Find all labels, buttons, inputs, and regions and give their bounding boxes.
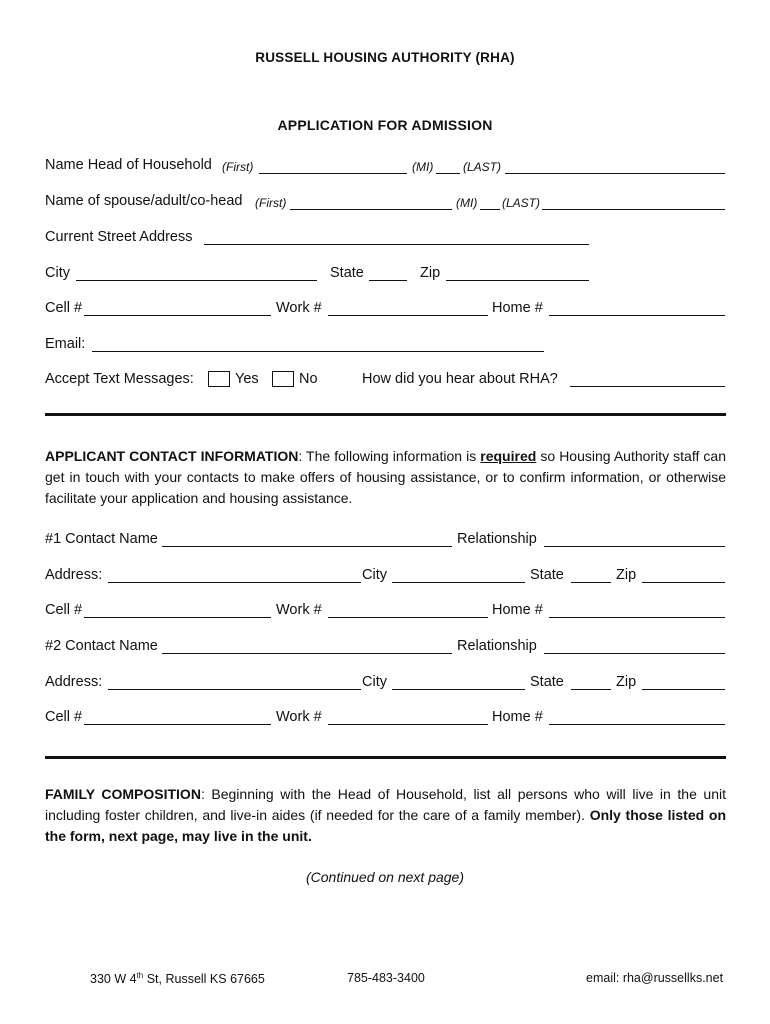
street-field[interactable] (204, 244, 589, 245)
state-label: State (330, 265, 364, 281)
work-field[interactable] (328, 315, 488, 316)
head-last-field[interactable] (505, 173, 725, 174)
relationship-label: Relationship (457, 638, 537, 654)
first-hint: (First) (255, 196, 287, 210)
contact1-name-field[interactable] (162, 546, 452, 547)
city-field[interactable] (76, 280, 317, 281)
family-intro (45, 784, 726, 847)
cell-label: Cell # (45, 300, 83, 316)
head-first-field[interactable] (259, 173, 407, 174)
zip-field[interactable] (446, 280, 589, 281)
city-label: City (45, 265, 70, 281)
email-field[interactable] (92, 351, 544, 352)
contact2-home-field[interactable] (549, 724, 725, 725)
head-mi-field[interactable] (436, 173, 460, 174)
family-text: : Beginning with the Head of Household, list all persons who will live in the unit including foster children, and live-in aides (if needed for the care of a family member). (45, 786, 727, 823)
section-divider (45, 413, 726, 416)
footer-email: email: rha@russellks.net (586, 971, 724, 985)
contact-intro (45, 446, 726, 509)
section-divider (45, 756, 726, 759)
contact1-state-field[interactable] (571, 582, 611, 583)
contact1-city-field[interactable] (392, 582, 525, 583)
address-label: Address: (45, 567, 103, 583)
last-hint: (LAST) (502, 196, 541, 210)
contact1-zip-field[interactable] (642, 582, 725, 583)
street-label: Current Street Address (45, 229, 193, 245)
home-label: Home # (492, 602, 543, 618)
home-label: Home # (492, 709, 543, 725)
mi-hint: (MI) (412, 160, 434, 174)
work-label: Work # (276, 602, 322, 618)
zip-label: Zip (616, 674, 637, 690)
first-hint: (First) (222, 160, 254, 174)
city-label: City (362, 674, 387, 690)
contact1-relationship-field[interactable] (544, 546, 725, 547)
contact2-name-label: #2 Contact Name (45, 638, 158, 654)
cell-label: Cell # (45, 709, 83, 725)
cell-field[interactable] (84, 315, 271, 316)
state-field[interactable] (369, 280, 407, 281)
relationship-label: Relationship (457, 531, 537, 547)
contact1-home-field[interactable] (549, 617, 725, 618)
cell-label: Cell # (45, 602, 83, 618)
state-label: State (530, 567, 564, 583)
zip-label: Zip (420, 265, 441, 281)
contact2-cell-field[interactable] (84, 724, 271, 725)
no-checkbox[interactable] (272, 371, 294, 387)
footer-phone: 785-483-3400 (347, 971, 425, 985)
address-label: Address: (45, 674, 103, 690)
contact2-zip-field[interactable] (642, 689, 725, 690)
contact2-relationship-field[interactable] (544, 653, 725, 654)
mi-hint: (MI) (456, 196, 478, 210)
contact1-name-label: #1 Contact Name (45, 531, 158, 547)
contact1-address-field[interactable] (108, 582, 361, 583)
yes-checkbox[interactable] (208, 371, 230, 387)
home-label: Home # (492, 300, 543, 316)
accept-text-label: Accept Text Messages: (45, 371, 194, 387)
contact-text-a: : The following information is (298, 448, 481, 464)
no-label: No (299, 371, 318, 387)
footer-address-sup: th (136, 971, 144, 980)
continued-note: (Continued on next page) (306, 869, 464, 885)
required-text: required (480, 448, 537, 464)
contact1-cell-field[interactable] (84, 617, 271, 618)
contact2-name-field[interactable] (162, 653, 452, 654)
yes-label: Yes (235, 371, 259, 387)
work-label: Work # (276, 709, 322, 725)
hear-about-field[interactable] (570, 386, 725, 387)
zip-label: Zip (616, 567, 637, 583)
last-hint: (LAST) (463, 160, 502, 174)
contact-text-b: so Housing Authority staff can get in touch with your contacts to make offers of housing assistance, or to confirm information, or otherwise facilitate your application and housing assistance. (45, 448, 726, 506)
contact2-address-field[interactable] (108, 689, 361, 690)
city-label: City (362, 567, 387, 583)
family-bold-text: Only those listed on the form, next page, may live in the unit. (45, 807, 727, 844)
contact2-city-field[interactable] (392, 689, 525, 690)
spouse-last-field[interactable] (542, 209, 725, 210)
email-label: Email: (45, 336, 86, 352)
contact-heading: APPLICANT CONTACT INFORMATION (45, 448, 299, 464)
form-title: APPLICATION FOR ADMISSION (277, 117, 493, 133)
footer-address-post: St, Russell KS 67665 (143, 972, 265, 987)
state-label: State (530, 674, 564, 690)
hear-about-label: How did you hear about RHA? (362, 371, 558, 387)
org-title: RUSSELL HOUSING AUTHORITY (RHA) (255, 50, 515, 65)
spouse-label: Name of spouse/adult/co-head (45, 193, 243, 209)
spouse-first-field[interactable] (290, 209, 452, 210)
footer-address-pre: 330 W 4 (90, 972, 137, 987)
contact1-work-field[interactable] (328, 617, 488, 618)
footer-address (90, 971, 265, 986)
spouse-mi-field[interactable] (480, 209, 500, 210)
work-label: Work # (276, 300, 322, 316)
contact2-work-field[interactable] (328, 724, 488, 725)
family-heading: FAMILY COMPOSITION (45, 786, 201, 802)
contact2-state-field[interactable] (571, 689, 611, 690)
head-of-household-label: Name Head of Household (45, 157, 212, 173)
home-field[interactable] (549, 315, 725, 316)
